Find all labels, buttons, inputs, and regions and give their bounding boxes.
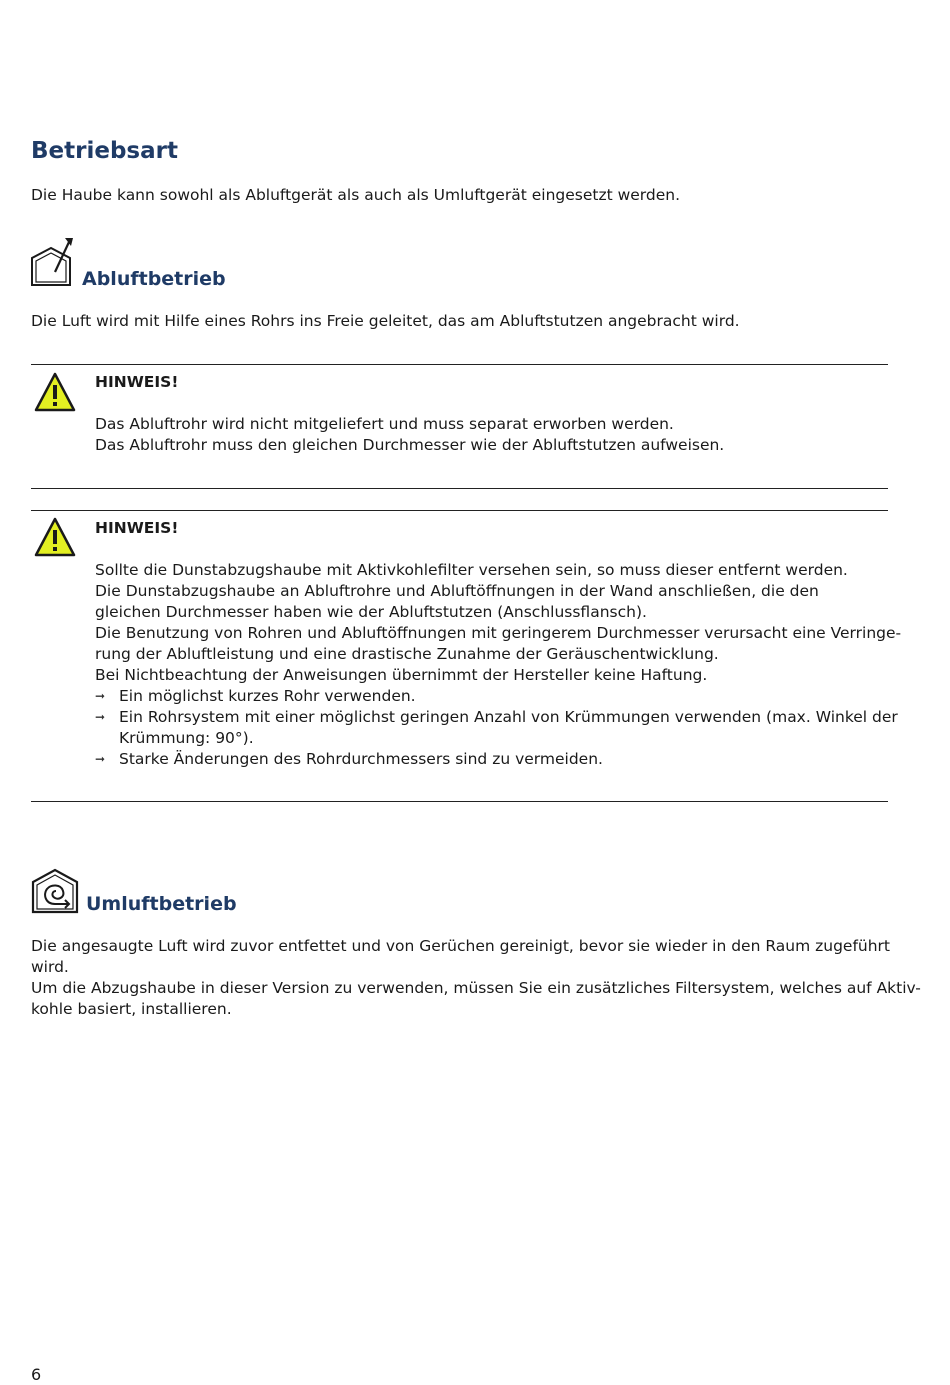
note1-title: HINWEIS! [95,373,179,391]
umluft-line: kohle basiert, installieren. [31,1000,232,1018]
page-number: 6 [31,1365,42,1384]
arrow-right-icon: ➞ [95,752,106,766]
intro-text: Die Haube kann sowohl als Abluftgerät als auch als Umluftgerät eingesetzt werden. [31,186,681,204]
note2-line: Die Dunstabzugshaube an Abluftrohre und Abluftöffnungen in der Wand anschließen, die den [95,582,819,600]
note2-line: Die Benutzung von Rohren und Abluftöffnungen mit geringerem Durchmesser verursacht eine Verringe- [95,624,902,642]
note2-title: HINWEIS! [95,519,179,537]
note1-line: Das Abluftrohr muss den gleichen Durchmesser wie der Abluftstutzen aufweisen. [95,436,725,454]
divider [31,801,888,802]
list-item-continuation: Krümmung: 90°). [119,729,254,747]
note2-body [95,560,902,770]
warning-icon [33,516,77,558]
divider [31,510,888,511]
note2-line: Sollte die Dunstabzugshaube mit Aktivkohlefilter versehen sein, so muss dieser entfernt werden. [95,561,848,579]
umluft-text [31,936,921,1020]
recirculation-mode-icon [29,866,83,914]
arrow-right-icon: ➞ [95,689,106,703]
note1-line: Das Abluftrohr wird nicht mitgeliefert und muss separat erworben werden. [95,415,674,433]
umluft-line: Um die Abzugshaube in dieser Version zu verwenden, müssen Sie ein zusätzliches Filtersystem, welches auf Aktiv- [31,979,921,997]
page-title: Betriebsart [31,138,178,164]
list-item: ➞ Starke Änderungen des Rohrdurchmessers sind zu vermeiden. [95,750,603,768]
arrow-right-icon: ➞ [95,710,106,724]
exhaust-mode-icon [29,236,77,288]
warning-icon [33,371,77,413]
list-item: ➞ Ein möglichst kurzes Rohr verwenden. [95,687,416,705]
list-item: ➞ Ein Rohrsystem mit einer möglichst geringen Anzahl von Krümmungen verwenden (max. Winkel der [95,708,898,726]
umluft-line: wird. [31,958,69,976]
divider [31,364,888,365]
umluft-line: Die angesaugte Luft wird zuvor entfettet und von Gerüchen gereinigt, bevor sie wieder in den Raum zugeführt [31,937,891,955]
divider [31,488,888,489]
note1-body [95,414,885,456]
note2-line: gleichen Durchmesser haben wie der Abluftstutzen (Anschlussflansch). [95,603,647,621]
note2-line: rung der Abluftleistung und eine drastische Zunahme der Geräuschentwicklung. [95,645,719,663]
abluft-heading: Abluftbetrieb [82,268,226,290]
note2-line: Bei Nichtbeachtung der Anweisungen übernimmt der Hersteller keine Haftung. [95,666,708,684]
umluft-heading: Umluftbetrieb [86,893,237,915]
abluft-text: Die Luft wird mit Hilfe eines Rohrs ins Freie geleitet, das am Abluftstutzen angebracht wird. [31,312,740,330]
